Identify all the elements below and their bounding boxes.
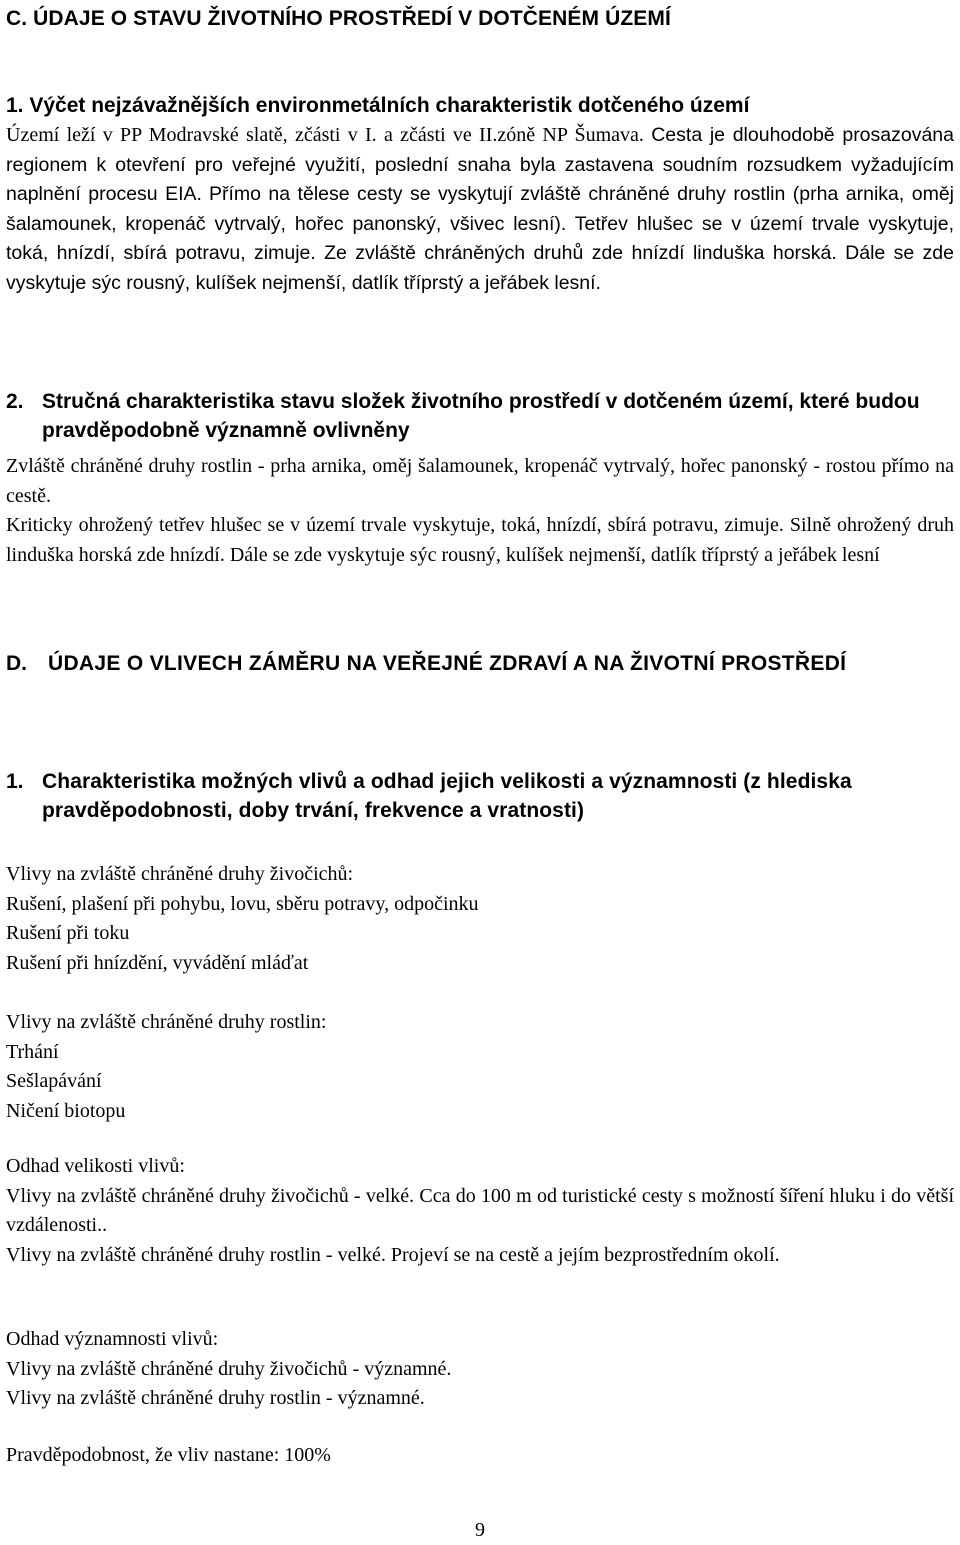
sub1-text-b: Cesta je dlouhodobě prosazována regionem k otevření pro veřejné využití, poslední snaha byla zastavena soudním rozsudkem vyžadujícím naplnění procesu EIA.	[6, 124, 955, 205]
impact-significance-estimate	[6, 1325, 954, 1414]
section-c-sub1-heading: 1. Výčet nejzávažnějších environmetálních charakteristik dotčeného území	[6, 94, 750, 117]
list-item: Ničení biotopu	[6, 1099, 126, 1122]
section-d-heading-row	[6, 649, 954, 678]
plants-impacts	[6, 1008, 954, 1126]
size-paragraph-1: Vlivy na zvláště chráněné druhy živočichů - velké. Cca do 100 m od turistické cesty s možností šíření hluku i do větší vzdálenosti..	[6, 1184, 954, 1236]
section-d-letter: D.	[6, 652, 27, 675]
list-item: Vlivy na zvláště chráněné druhy živočichů - významné.	[6, 1357, 452, 1380]
list-item: Sešlapávání	[6, 1070, 102, 1092]
sub2-paragraph-2: Kriticky ohrožený tetřev hlušec se v území trvale vyskytuje, toká, hnízdí, sbírá potravu, zimuje. Silně ohrožený druh linduška horská zde hnízdí. Dále se zde vyskytuje sýc rousný, kulíšek nejmenší, datlík tříprstý a jeřábek lesní	[6, 514, 954, 566]
impact-size-estimate	[6, 1152, 954, 1270]
section-c-sub2-heading-row	[6, 387, 954, 445]
page-number: 9	[475, 1519, 485, 1541]
section-d-heading: ÚDAJE O VLIVECH ZÁMĚRU NA VEŘEJNÉ ZDRAVÍ A NA ŽIVOTNÍ PROSTŘEDÍ	[48, 652, 847, 675]
section-c-sub1-body	[6, 121, 954, 298]
list-item: Vlivy na zvláště chráněné druhy rostlin - významné.	[6, 1387, 425, 1409]
animals-title: Vlivy na zvláště chráněné druhy živočichů:	[6, 863, 354, 885]
list-item: Rušení při hnízdění, vyvádění mláďat	[6, 951, 309, 974]
list-item: Rušení při toku	[6, 922, 130, 944]
plants-title: Vlivy na zvláště chráněné druhy rostlin:	[6, 1011, 327, 1033]
section-c-heading: C. ÚDAJE O STAVU ŽIVOTNÍHO PROSTŘEDÍ V DOTČENÉM ÚZEMÍ	[6, 7, 671, 30]
sub1-text-a: Území leží v PP Modravské slatě, zčásti v I. a zčásti ve II.zóně NP Šumava.	[6, 124, 644, 146]
section-c-sub2-number: 2.	[6, 390, 24, 413]
significance-title: Odhad významnosti vlivů:	[6, 1328, 219, 1350]
section-c-sub2-heading: Stručná charakteristika stavu složek životního prostředí v dotčeném území, které budou pravděpodobně významně ovlivněny	[42, 390, 920, 442]
section-d-sub1-heading: Charakteristika možných vlivů a odhad jejich velikosti a významnosti (z hlediska pravděpodobnosti, doby trvání, frekvence a vratnosti)	[42, 770, 852, 822]
probability-line	[6, 1441, 954, 1471]
sub1-text-c: Přímo na tělese cesty se vyskytují zvláště chráněné druhy rostlin (prha arnika, oměj šalamounek, kropenáč vytrvalý, hořec panonský, všivec lesní).	[6, 183, 954, 235]
section-d-sub1-number: 1.	[6, 770, 24, 793]
section-d-sub1-heading-row	[6, 767, 954, 825]
size-paragraph-2: Vlivy na zvláště chráněné druhy rostlin - velké. Projeví se na cestě a jejím bezprostředním okolí.	[6, 1243, 780, 1266]
sub2-paragraph-1: Zvláště chráněné druhy rostlin - prha arnika, oměj šalamounek, kropenáč vytrvalý, hořec panonský - rostou přímo na cestě.	[6, 455, 954, 507]
probability-text: Pravděpodobnost, že vliv nastane: 100%	[6, 1444, 331, 1466]
size-title: Odhad velikosti vlivů:	[6, 1155, 185, 1177]
list-item: Rušení, plašení při pohybu, lovu, sběru potravy, odpočinku	[6, 892, 479, 915]
list-item: Trhání	[6, 1040, 59, 1063]
sub1-text-d: Tetřev hlušec se v území trvale vyskytuje, toká, hnízdí, sbírá potravu, zimuje. Ze zvláště chráněných druhů zde hnízdí linduška horská. Dále se zde vyskytuje sýc rousný, kulíšek nejmenší, datlík tříprstý a jeřábek lesní.	[6, 212, 955, 294]
section-c-sub2-body	[6, 452, 954, 570]
animals-impacts	[6, 860, 954, 978]
